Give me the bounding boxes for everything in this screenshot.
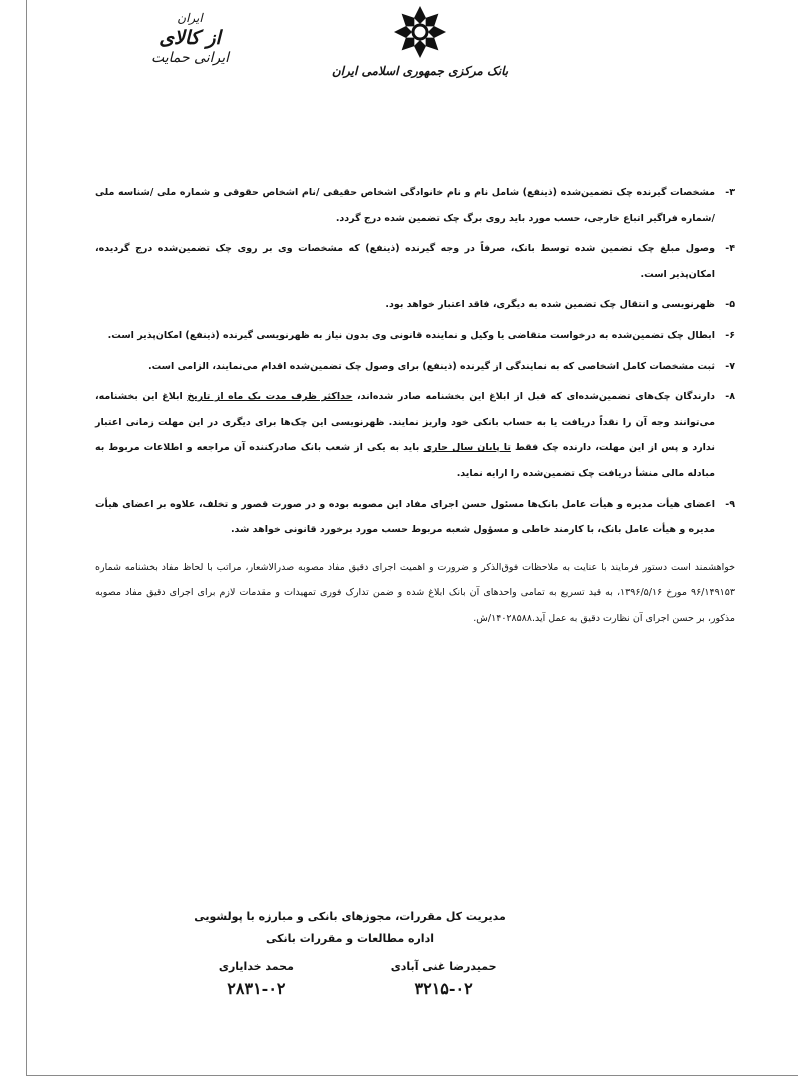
item-number: ۵- [725,299,735,311]
central-bank-logo-icon [392,4,448,60]
list-item [95,492,735,543]
letter-body [95,180,735,632]
list-item [95,236,735,287]
department-title: مدیریت کل مقررات، مجوزهای بانکی و مبارزه با پولشویی [194,910,506,923]
slogan-line-1: ایران [177,11,203,25]
item-text-part: ابلاغ این بخشنامه، می‌توانند وجه آن را نقداً دریافت یا به حساب بانکی خود واریز نمایند. ظهرنویسی این چک‌ها برای دیگری در این مهلت زمانی اعتبار ندارد و پس از این مهلت، دارنده چک فقط [95,391,715,454]
signature-block [170,906,530,1000]
underlined-year-end: تا پایان سال جاری [423,442,511,454]
item-text: وصول مبلغ چک تضمین شده توسط بانک، صرفاً در وجه گیرنده (ذینفع) که مشخصات وی بر روی چک تضمین‌شده درج گردیده، امکان‌پذیر است. [95,243,715,280]
list-item [95,180,735,231]
list-item [95,323,735,349]
item-text: مشخصات گیرنده چک تضمین‌شده (ذینفع) شامل نام و نام خانوادگی اشخاص حقیقی /نام اشخاص حقوقی و شماره ملی /شناسه ملی /شماره فراگیر اتباع خارجی، حسب مورد باید روی برگ چک تضمین شده درج گردد. [95,187,715,224]
signer [357,956,530,1000]
bank-name: بانک مرکزی جمهوری اسلامی ایران [331,64,509,78]
signer-name: محمد خدایاری [218,960,294,973]
slogan-calligraphy [150,8,230,78]
item-text: اعضای هیأت مدیره و هیأت عامل بانک‌ها مسئول حسن اجرای مفاد این مصوبه بوده و در صورت قصور و تخلف، علاوه بر اعضای هیأت مدیره و هیأت عامل بانک، با کارمند خاطی و مسؤول شعبه مربوط حسب مورد برخورد قانونی خواهد شد. [95,498,715,536]
office-title: اداره مطالعات و مقررات بانکی [266,932,434,945]
list-item [95,384,735,486]
signers-row [170,956,530,1000]
signer-name: حمیدرضا غنی آبادی [390,960,497,973]
item-number: ۶- [725,329,735,341]
item-text-part: باید به یکی از شعب بانک صادرکننده آن مراجعه و اطلاعات مربوط به مبادله مالی منشأ دریافت چک تضمین‌شده را ارایه نماید. [95,442,715,479]
item-text: ثبت مشخصات کامل اشخاصی که به نمایندگی از گیرنده (ذینفع) برای وصول چک تضمین‌شده اقدام می‌نمایند، الزامی است. [148,360,715,372]
item-number: ۹- [725,498,735,510]
item-number: ۳- [725,187,735,198]
item-text-part: دارندگان چک‌های تضمین‌شده‌ای که قبل از ابلاغ این بخشنامه صادر شده‌اند، [352,391,715,403]
item-text [95,384,715,486]
signer-code: ۲۸۳۱-۰۲ [227,979,286,998]
bank-header [330,4,510,104]
item-text: ابطال چک تضمین‌شده به درخواست متقاضی یا وکیل و نماینده قانونی وی بدون نیاز به ظهرنویسی گیرنده (ذینفع) امکان‌پذیر است. [107,329,715,341]
item-number: ۸- [725,391,735,403]
underlined-deadline: حداکثر ظرف مدت یک ماه از تاریخ [187,391,353,403]
slogan-line-2: از کالای [159,27,221,49]
signer-code: ۳۲۱۵-۰۲ [414,979,473,998]
list-item [95,354,735,380]
slogan-line-3: ایرانی حمایت [150,50,230,66]
item-text: ظهرنویسی و انتقال چک تضمین شده به دیگری، فاقد اعتبار خواهد بود. [385,299,715,311]
item-number: ۷- [725,360,735,372]
closing-paragraph: خواهشمند است دستور فرمایند با عنایت به ملاحظات فوق‌الذکر و ضرورت و اهمیت اجرای دقیق مفاد مصوبه صدرالاشعار، مراتب با لحاظ مفاد بخشنامه شماره ۹۶/۱۴۹۱۵۳ مورخ ۱۳۹۶/۵/۱۶، به قید تسریع به تمامی واحدهای آن بانک ابلاغ شده و ضمن تدارک فوری تمهیدات و مقدمات لازم برای اجرای دقیق مفاد مصوبه مذکور، بر حسن اجرای آن نظارت دقیق به عمل آید.۱۴۰۲۸۵۸۸/ش. [95,561,735,624]
item-number: ۴- [725,243,735,255]
list-item [95,292,735,318]
signer [170,956,343,1000]
